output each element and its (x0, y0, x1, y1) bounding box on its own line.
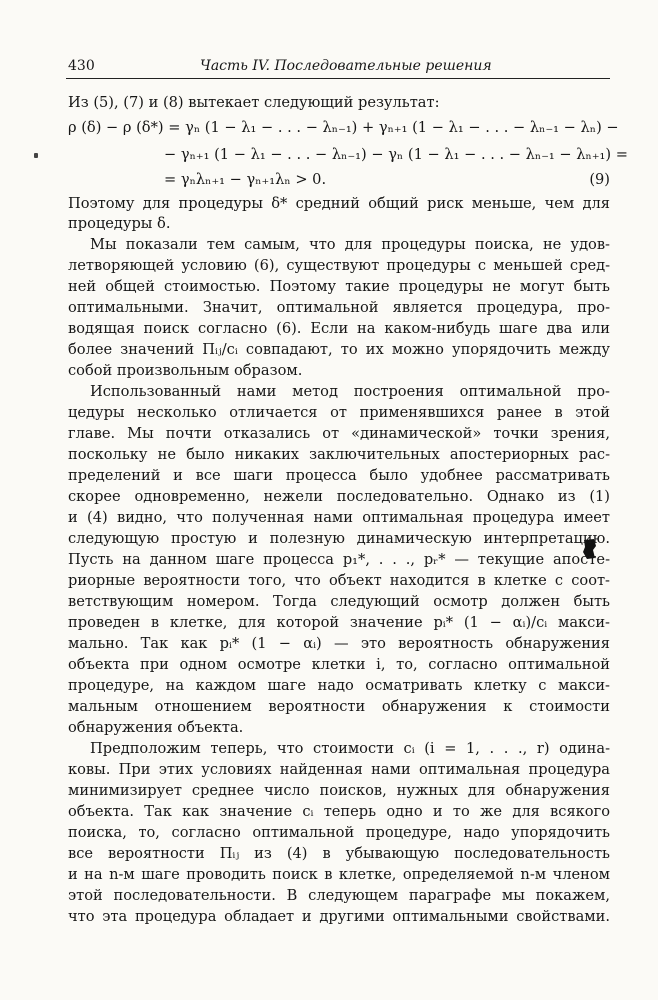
text-line: Предположим теперь, что стоимости cᵢ (i = 1, . . ., r) одина- (90, 740, 610, 757)
text-line: объекта при одном осмотре клетки i, то, согласно оптимальной (68, 656, 610, 673)
text-line: Пусть на данном шаге процесса p₁*, . . ., pᵣ* — текущие апосте- (68, 551, 610, 568)
page-number: 430 (68, 58, 95, 74)
text-line: мально. Так как pᵢ* (1 − αᵢ) — это вероятность обнаружения (68, 635, 610, 652)
text-line: процедуры δ. (68, 215, 171, 232)
text-line: проведен в клетке, для которой значение pᵢ* (1 − αᵢ)/cᵢ макси- (68, 614, 610, 631)
text-line: все вероятности Πᵢⱼ из (4) в убывающую последовательность (68, 845, 610, 862)
text-line: Из (5), (7) и (8) вытекает следующий результат: (68, 94, 440, 111)
running-title: Часть IV. Последовательные решения (200, 58, 492, 74)
text-line: мальным отношением вероятности обнаружения к стоимости (68, 698, 610, 715)
text-line: ней общей стоимостью. Поэтому такие процедуры не могут быть (68, 278, 610, 295)
text-line: ветствующим номером. Тогда следующий осмотр должен быть (68, 593, 610, 610)
text-line: следующую простую и полезную динамическую интерпретацию. (68, 530, 610, 547)
text-line: Мы показали тем самым, что для процедуры поиска, не удов- (90, 236, 610, 253)
margin-mark (34, 153, 38, 158)
text-line: более значений Πᵢⱼ/cᵢ совпадают, то их можно упорядочить между (68, 341, 610, 358)
text-line: цедуры несколько отличается от применявшихся ранее в этой (68, 404, 610, 421)
text-line: обнаружения объекта. (68, 719, 244, 736)
text-line: поиска, то, согласно оптимальной процедуре, надо упорядочить (68, 824, 610, 841)
text-line: пределений и все шаги процесса было удобнее рассматривать (68, 467, 610, 484)
text-line: ковы. При этих условиях найденная нами оптимальная процедура (68, 761, 610, 778)
equation-line: − γₙ₊₁ (1 − λ₁ − . . . − λₙ₋₁) − γₙ (1 − λ₁ − . . . − λₙ₋₁ − λₙ₊₁) = (164, 146, 628, 163)
text-line: скорее одновременно, нежели последовательно. Однако из (1) (68, 488, 610, 505)
text-line: и (4) видно, что полученная нами оптимальная процедура имеет (68, 509, 610, 526)
text-line: оптимальными. Значит, оптимальной является процедура, про- (68, 299, 610, 316)
equation-text: = γₙλₙ₊₁ − γₙ₊₁λₙ > 0. (164, 171, 327, 188)
text-line: летворяющей условию (6), существуют процедуры с меньшей сред- (68, 257, 610, 274)
running-header (66, 54, 610, 79)
text-line: процедуре, на каждом шаге надо осматривать клетку с макси- (68, 677, 610, 694)
text-line: риорные вероятности того, что объект находится в клетке с соот- (68, 572, 610, 589)
text-line: и на n-м шаге проводить поиск в клетке, определяемой n-м членом (68, 866, 610, 883)
equation-line: ρ (δ) − ρ (δ*) = γₙ (1 − λ₁ − . . . − λₙ₋₁) + γₙ₊₁ (1 − λ₁ − . . . − λₙ₋₁ − λₙ) − (68, 119, 619, 136)
text-line: объекта. Так как значение cᵢ теперь одно и то же для всякого (68, 803, 610, 820)
text-line: собой произвольным образом. (68, 362, 303, 379)
text-line: Использованный нами метод построения оптимальной про- (90, 383, 610, 400)
text-line: минимизирует среднее число поисков, нужных для обнаружения (68, 782, 610, 799)
text-line: главе. Мы почти отказались от «динамической» точки зрения, (68, 425, 610, 442)
text-line: этой последовательности. В следующем параграфе мы покажем, (68, 887, 610, 904)
text-line: поскольку не было никаких заключительных апостериорных рас- (68, 446, 610, 463)
text-line: водящая поиск согласно (6). Если на каком-нибудь шаге два или (68, 320, 610, 337)
equation-line (164, 170, 610, 190)
equation-number: (9) (589, 171, 610, 188)
text-line: Поэтому для процедуры δ* средний общий риск меньше, чем для (68, 195, 610, 212)
text-line: что эта процедура обладает и другими оптимальными свойствами. (68, 908, 610, 925)
